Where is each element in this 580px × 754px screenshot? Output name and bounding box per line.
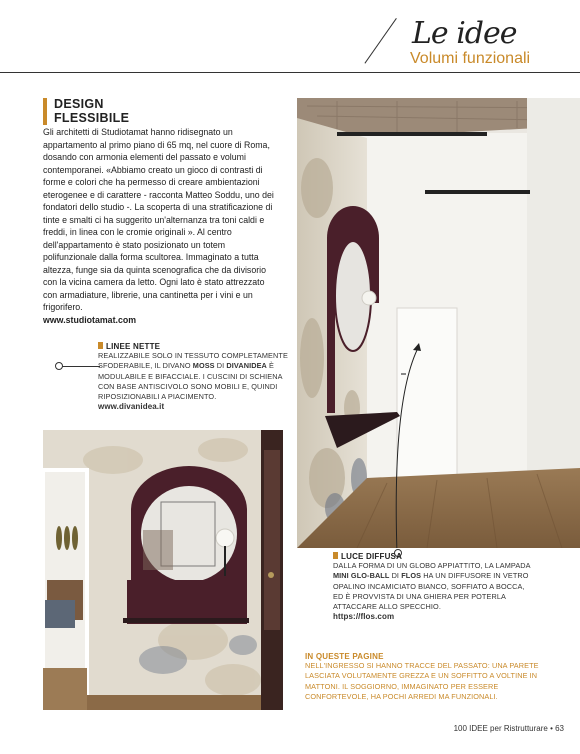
caption-leader-line	[60, 366, 100, 367]
caption-text: DALLA FORMA DI UN GLOBO APPIATTITO, LA LAMPADA MINI GLO-BALL DI FLOS HA UN DIFFUSORE IN VETRO OPALINO INCAMICIATO BIANCO, SOFFIATO A BOCCA, ED È PROVVISTA DI UNA GHIERA PER POTERLA ATTACCARE ALLO SPECCHIO. https://flos.com	[333, 561, 533, 623]
section-kicker: Le idee	[412, 16, 517, 51]
caption-in-queste-pagine	[305, 652, 541, 702]
caption-text: REALIZZABILE SOLO IN TESSUTO COMPLETAMENTE SFODERABILE, IL DIVANO MOSS DI DIVANIDEA È MODULABILE E BIFACCIALE. I CUSCINI DI SCHIENA CON BASE ANTISCIVOLO SONO MOBILI E, QUINDI RIPOSIZIONABILI A PIACIMENTO. www.divanidea.it	[98, 351, 288, 412]
studio-link[interactable]: www.studiotamat.com	[43, 314, 137, 325]
caption-text: NELL'INGRESSO SI HANNO TRACCE DEL PASSATO: UNA PARETE LASCIATA VOLUTAMENTE GREZZA E UN SOFFITTO A VOLTINE IN MATTONI. IL SOGGIORNO, IMMAGINATO PER ESSERE CONFORTEVOLE, HA POCHI ARREDI MA FUNZIONALI.	[305, 661, 539, 701]
caption-heading: IN QUESTE PAGINE	[305, 652, 384, 661]
article-body	[43, 126, 281, 326]
article-body-text: Gli architetti di Studiotamat hanno ridisegnato un appartamento al primo piano di 65 mq, nel cuore di Roma, dosando con armonia elementi del passato e volumi contemporanei. «Abbiamo creato un gioco di contrasti di forme e colori che ha permesso di creare ambientazioni eterogenee e di carattere - racconta Matteo Soddu, uno dei fondatori dello studio -. La scoperta di una stratificazione di tinte e smalti ci ha suggerito un'alternanza tra toni caldi e freddi, in linea con le cromie originali ». Al centro dell'appartamento è stato posizionato un totem polifunzionale dalla forma scultorea. Immaginato a tutta altezza, funge sia da quinta scenografica che da divisorio con la vicina camera da letto. Ogni lato è stato attrezzato con armadiature, librerie, una cantinetta per i vini e un frigorifero.	[43, 127, 274, 312]
caption-linee-nette	[98, 342, 288, 413]
photo-entrance-hall	[297, 98, 580, 548]
mirror-living-illustration	[43, 430, 283, 710]
product-name: MOSS	[192, 361, 215, 371]
caption-leader-dot	[55, 362, 63, 370]
section-title: Volumi funzionali	[410, 50, 531, 67]
article-title	[54, 97, 174, 125]
header-divider	[364, 18, 396, 64]
brand-name: DIVANIDEA	[226, 361, 267, 371]
title-accent-bar	[43, 98, 47, 125]
photo-mirror-living	[43, 430, 283, 710]
article-title-line2: FLESSIBILE	[54, 111, 130, 125]
product-name: MINI GLO-BALL	[333, 571, 390, 581]
article-title-line1: DESIGN	[54, 97, 104, 111]
entrance-hall-illustration	[297, 98, 580, 548]
header-rule	[0, 72, 580, 73]
flos-link[interactable]: https://flos.com	[333, 612, 395, 622]
caption-heading: LUCE DIFFUSA	[341, 552, 403, 561]
caption-accent-bar	[98, 342, 103, 349]
caption-luce-diffusa	[333, 552, 533, 623]
divanidea-link[interactable]: www.divanidea.it	[98, 402, 165, 412]
page-footer: 100 IDEE per Ristrutturare • 63	[453, 724, 564, 733]
brand-name: FLOS	[401, 571, 422, 581]
caption-heading: LINEE NETTE	[106, 342, 161, 351]
caption-accent-bar	[333, 552, 338, 559]
